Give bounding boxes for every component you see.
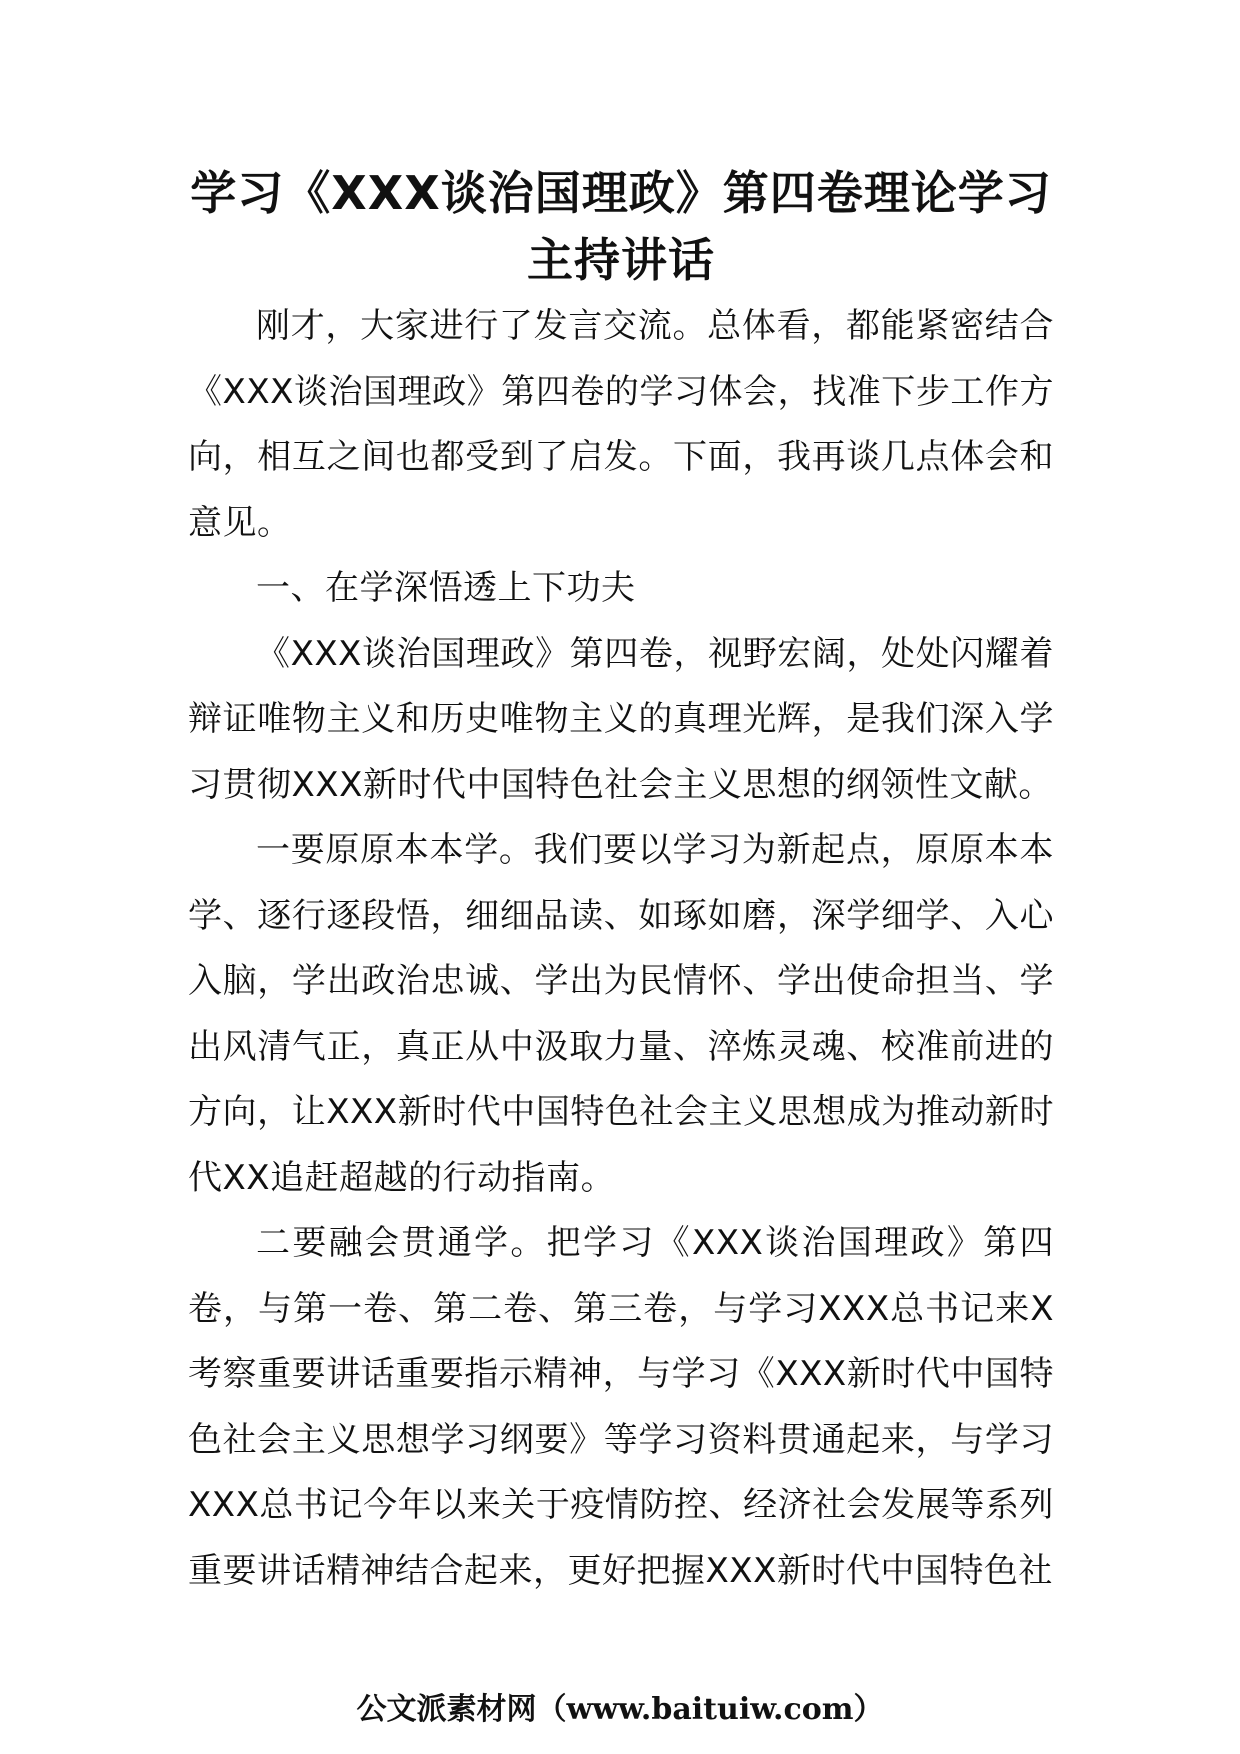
document-body [188,294,1054,1604]
page-footer-source: 公文派素材网（www.baituiw.com） [356,1692,884,1727]
paragraph-point-1: 一要原原本本学。我们要以学习为新起点，原原本本学、逐行逐段悟，细细品读、如琢如磨，深学细学、入心入脑，学出政治忠诚、学出为民情怀、学出使命担当、学出风清气正，真正从中汲取力量、淬炼灵魂、校准前进的方向，让XXX新时代中国特色社会主义思想成为推动新时代XX追赶超越的行动指南。 [188,830,1054,1198]
document-title: 学习《XXX谈治国理政》第四卷理论学习主持讲话 [190,166,1052,287]
paragraph-intro: 刚才，大家进行了发言交流。总体看，都能紧密结合《XXX谈治国理政》第四卷的学习体会，找准下步工作方向，相互之间也都受到了启发。下面，我再谈几点体会和意见。 [188,306,1054,543]
paragraph-point-2: 二要融会贯通学。把学习《XXX谈治国理政》第四卷，与第一卷、第二卷、第三卷，与学习XXX总书记来X考察重要讲话重要指示精神，与学习《XXX新时代中国特色社会主义思想学习纲要》等学习资料贯通起来，与学习XXX总书记今年以来关于疫情防控、经济社会发展等系列重要讲话精神结合起来，更好把握XXX新时代中国特色社 [188,1223,1054,1591]
section-heading-1: 一、在学深悟透上下功夫 [256,568,636,608]
paragraph-overview: 《XXX谈治国理政》第四卷，视野宏阔，处处闪耀着辩证唯物主义和历史唯物主义的真理光辉，是我们深入学习贯彻XXX新时代中国特色社会主义思想的纲领性文献。 [188,633,1054,805]
